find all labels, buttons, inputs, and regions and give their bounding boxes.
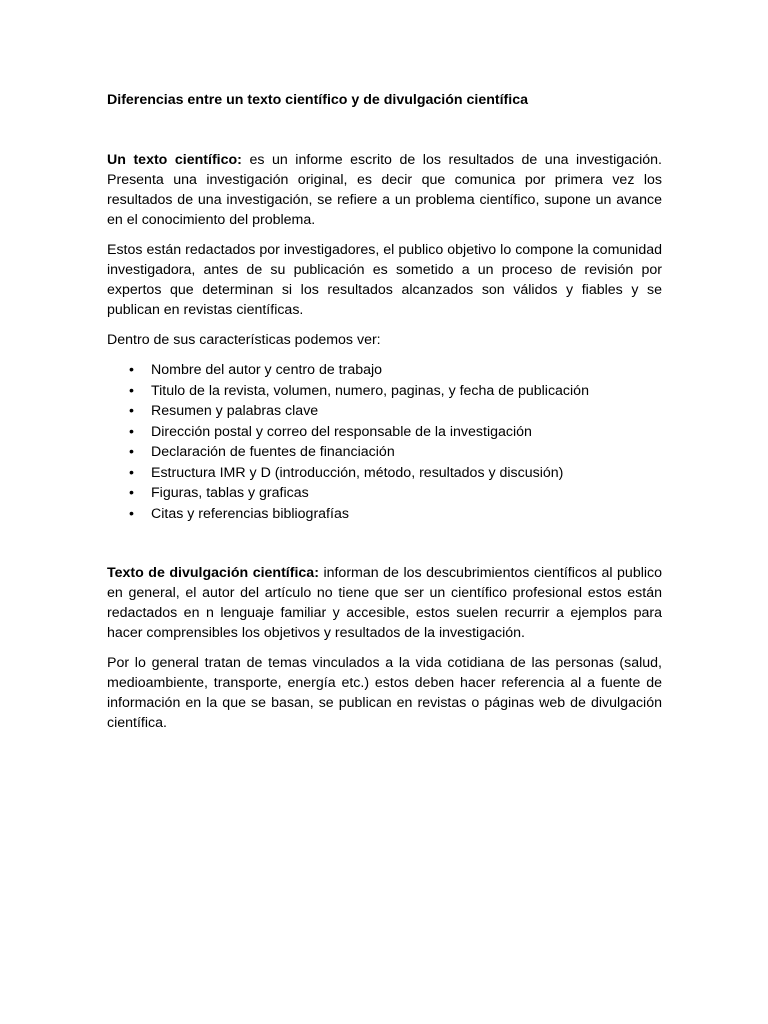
paragraph-characteristics-intro: Dentro de sus características podemos ver: bbox=[107, 332, 381, 348]
bullet-icon: • bbox=[129, 403, 134, 419]
bullet-icon: • bbox=[129, 505, 134, 522]
list-item-text: Estructura IMR y D (introducción, método, resultados y discusión) bbox=[151, 464, 564, 481]
list-item bbox=[129, 381, 662, 402]
scientific-text-body: es un informe escrito de los resultados de una investigación. Presenta una investigación original, es decir que comunica por primera vez los resultados de una investigación, se refiere a un problema científico, supone un avance en el conocimiento del problema. bbox=[107, 152, 662, 228]
bullet-icon: • bbox=[129, 464, 134, 481]
paragraph-authors: Estos están redactados por investigadores, el publico objetivo lo compone la comunidad investigadora, antes de su publicación es sometido a un proceso de revisión por expertos que determinan si los resultados alcanzados son válidos y fiables y se publican en revistas científicas. bbox=[107, 242, 662, 318]
divulgation-text-lead: Texto de divulgación científica: bbox=[107, 565, 319, 581]
scientific-text-lead: Un texto científico: bbox=[107, 152, 242, 168]
list-item bbox=[129, 360, 662, 381]
list-item bbox=[129, 504, 662, 525]
bullet-icon: • bbox=[129, 444, 134, 460]
paragraph-scientific-text bbox=[107, 150, 662, 230]
list-item bbox=[129, 483, 662, 504]
list-item-text: Nombre del autor y centro de trabajo bbox=[151, 362, 383, 378]
list-item bbox=[129, 463, 662, 484]
list-item-text: Citas y referencias bibliografías bbox=[151, 505, 349, 522]
list-item-text: Declaración de fuentes de financiación bbox=[151, 444, 395, 460]
characteristics-list bbox=[107, 360, 662, 524]
paragraph-divulgation-text bbox=[107, 563, 662, 643]
list-item-text: Figuras, tablas y graficas bbox=[151, 485, 309, 501]
divulgation-text-body: informan de los descubrimientos científicos al publico en general, el autor del artículo no tiene que ser un científico profesional estos están redactados en n lenguaje familiar y accesible, estos suelen recurrir a ejemplos para hacer comprensibles los objetivos y resultados de la investigación. bbox=[107, 565, 663, 641]
bullet-icon: • bbox=[129, 423, 134, 440]
list-item-text: Dirección postal y correo del responsable de la investigación bbox=[151, 423, 532, 440]
bullet-icon: • bbox=[129, 382, 134, 399]
list-item bbox=[129, 401, 662, 422]
list-item-text: Resumen y palabras clave bbox=[151, 403, 319, 419]
document-title: Diferencias entre un texto científico y de divulgación científica bbox=[107, 92, 529, 108]
bullet-icon: • bbox=[129, 362, 134, 378]
bullet-icon: • bbox=[129, 485, 134, 501]
list-item bbox=[129, 442, 662, 463]
document-page bbox=[107, 90, 662, 733]
list-item bbox=[129, 422, 662, 443]
paragraph-daily-life: Por lo general tratan de temas vinculados a la vida cotidiana de las personas (salud, medioambiente, transporte, energía etc.) estos deben hacer referencia al a fuente de información en la que se basan, se publican en revistas o páginas web de divulgación científica. bbox=[107, 655, 662, 731]
list-item-text: Titulo de la revista, volumen, numero, paginas, y fecha de publicación bbox=[151, 382, 589, 399]
